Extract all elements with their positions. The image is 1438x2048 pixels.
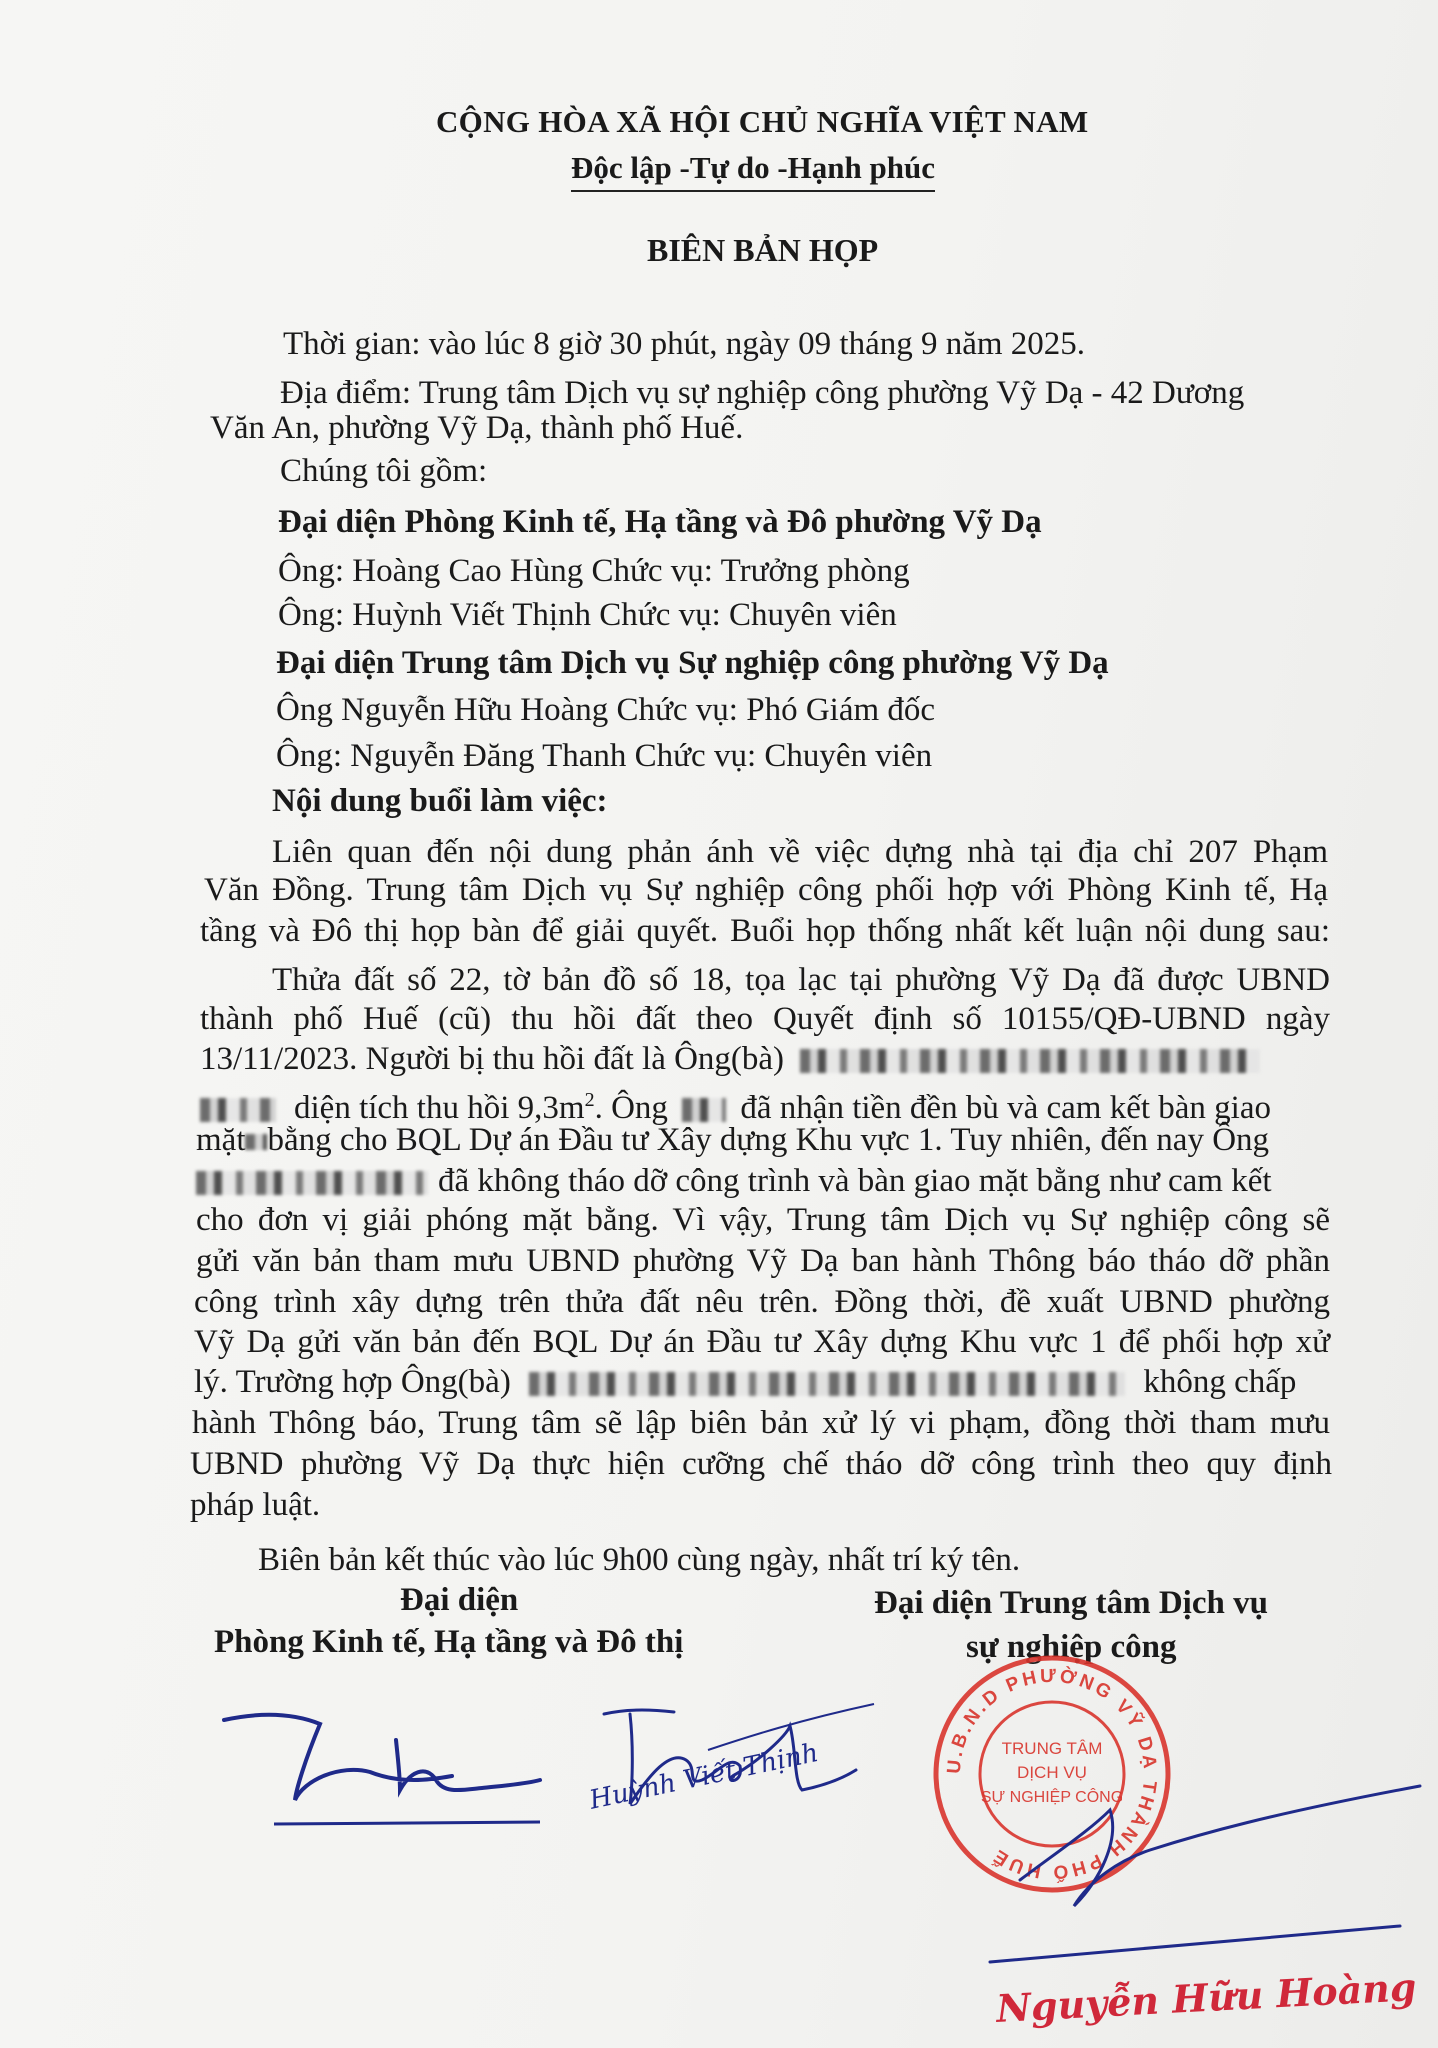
stamp-center-line-3: SỰ NGHIỆP CÔNG — [980, 1789, 1124, 1806]
p2-line-2: thành phố Huế (cũ) thu hồi đất theo Quyết định số 10155/QĐ-UBND ngày — [200, 1001, 1330, 1037]
p2-line-12: hành Thông báo, Trung tâm sẽ lập biên bản xử lý vi phạm, đồng thời tham mưu — [192, 1405, 1330, 1441]
p2-line-5 — [196, 1120, 1269, 1160]
group2-heading: Đại diện Trung tâm Dịch vụ Sự nghiệp công phường Vỹ Dạ — [276, 645, 1109, 681]
meeting-place-line-2: Văn An, phường Vỹ Dạ, thành phố Huế. — [210, 410, 744, 446]
stamp-center-line-2: DỊCH VỤ — [1017, 1763, 1087, 1782]
p2-line-9: công trình xây dựng trên thửa đất nêu trên. Đồng thời, đề xuất UBND phường — [194, 1284, 1330, 1320]
content-heading: Nội dung buổi làm việc: — [272, 783, 608, 819]
left-signer-title-2: Phòng Kinh tế, Hạ tầng và Đô thị — [214, 1624, 684, 1660]
right-signer-title-2: sự nghiệp công — [966, 1629, 1177, 1665]
p2-line-3 — [200, 1039, 1260, 1079]
p2-line-11-text: lý. Trường hợp Ông(bà) — [194, 1364, 511, 1400]
p2-line-11 — [194, 1362, 1296, 1402]
handwritten-name-right: Nguyễn Hữu Hoàng — [995, 1964, 1418, 2031]
p2-line-7: cho đơn vị giải phóng mặt bằng. Vì vậy, Trung tâm Dịch vụ Sự nghiệp công sẽ — [196, 1202, 1330, 1238]
redacted-name — [200, 1098, 276, 1122]
p2-line-6-text: đã không tháo dỡ công trình và bàn giao mặt bằng như cam kết — [438, 1163, 1272, 1199]
p1-line-2: Văn Đồng. Trung tâm Dịch vụ Sự nghiệp công phối hợp với Phòng Kinh tế, Hạ — [204, 872, 1328, 908]
p2-line-5-start: mặt — [196, 1122, 246, 1158]
p2-line-3-text: 13/11/2023. Người bị thu hồi đất là Ông(bà) — [200, 1041, 785, 1077]
p2-line-13: UBND phường Vỹ Dạ thực hiện cưỡng chế tháo dỡ công trình theo quy định — [190, 1446, 1332, 1482]
group1-heading: Đại diện Phòng Kinh tế, Hạ tầng và Đô phường Vỹ Dạ — [278, 504, 1042, 540]
document-title: BIÊN BẢN HỌP — [647, 232, 879, 268]
area-superscript: 2 — [584, 1089, 595, 1111]
right-signer-title-1: Đại diện Trung tâm Dịch vụ — [874, 1585, 1268, 1621]
p2-line-1: Thửa đất số 22, tờ bản đồ số 18, tọa lạc tại phường Vỹ Dạ đã được UBND — [272, 962, 1330, 998]
redacted-name — [196, 1171, 428, 1195]
national-title: CỘNG HÒA XÃ HỘI CHỦ NGHĨA VIỆT NAM — [436, 104, 1089, 139]
group2-member-2: Ông: Nguyễn Đăng Thanh Chức vụ: Chuyên viên — [276, 738, 933, 774]
redacted-name — [529, 1372, 1125, 1396]
p2-line-4-owner: . Ông — [594, 1090, 668, 1126]
group1-member-2: Ông: Huỳnh Viết Thịnh Chức vụ: Chuyên viên — [278, 597, 897, 633]
members-intro: Chúng tôi gồm: — [280, 453, 488, 489]
signature-left-1 — [200, 1680, 560, 1850]
closing-line: Biên bản kết thúc vào lúc 9h00 cùng ngày, nhất trí ký tên. — [258, 1542, 1021, 1578]
p2-line-11-end: không chấp — [1143, 1364, 1297, 1400]
group2-member-1: Ông Nguyễn Hữu Hoàng Chức vụ: Phó Giám đốc — [276, 692, 936, 728]
stamp-ring-text: U.B.N.D PHƯỜNG VỸ DẠ THÀNH PHỐ HUẾ — [943, 1665, 1161, 1883]
p2-line-8: gửi văn bản tham mưu UBND phường Vỹ Dạ ban hành Thông báo tháo dỡ phần — [196, 1243, 1330, 1279]
group1-member-1: Ông: Hoàng Cao Hùng Chức vụ: Trưởng phòng — [278, 553, 910, 589]
meeting-place-line-1: Địa điểm: Trung tâm Dịch vụ sự nghiệp công phường Vỹ Dạ - 42 Dương — [280, 375, 1245, 411]
left-signer-title-1: Đại diện — [400, 1582, 519, 1618]
p2-line-6 — [196, 1161, 1272, 1201]
p2-line-5-text: bằng cho BQL Dự án Đầu tư Xây dựng Khu vực 1. Tuy nhiên, đến nay Ông — [267, 1122, 1270, 1158]
p1-line-1: Liên quan đến nội dung phản ánh về việc dựng nhà tại địa chỉ 207 Phạm — [272, 834, 1328, 870]
p2-line-4-text: đã nhận tiền đền bù và cam kết bàn giao — [740, 1090, 1271, 1126]
redacted-name — [800, 1049, 1260, 1073]
redacted-fragment — [245, 1134, 267, 1150]
handwritten-name-left: Huỳnh Viết Thịnh — [586, 1737, 822, 1816]
p1-line-3: tầng và Đô thị họp bàn để giải quyết. Buổi họp thống nhất kết luận nội dung sau: — [200, 913, 1330, 949]
p2-line-14: pháp luật. — [190, 1487, 321, 1523]
meeting-time: Thời gian: vào lúc 8 giờ 30 phút, ngày 09 tháng 9 năm 2025. — [283, 326, 1086, 362]
area-text: diện tích thu hồi 9,3m — [294, 1090, 585, 1126]
redacted-name — [682, 1098, 726, 1122]
stamp-center-line-1: TRUNG TÂM — [1001, 1739, 1103, 1758]
national-motto: Độc lập -Tự do -Hạnh phúc — [571, 150, 935, 192]
signature-right — [980, 1730, 1430, 1970]
p2-line-10: Vỹ Dạ gửi văn bản đến BQL Dự án Đầu tư Xây dựng Khu vực 1 để phối hợp xử — [194, 1324, 1330, 1360]
